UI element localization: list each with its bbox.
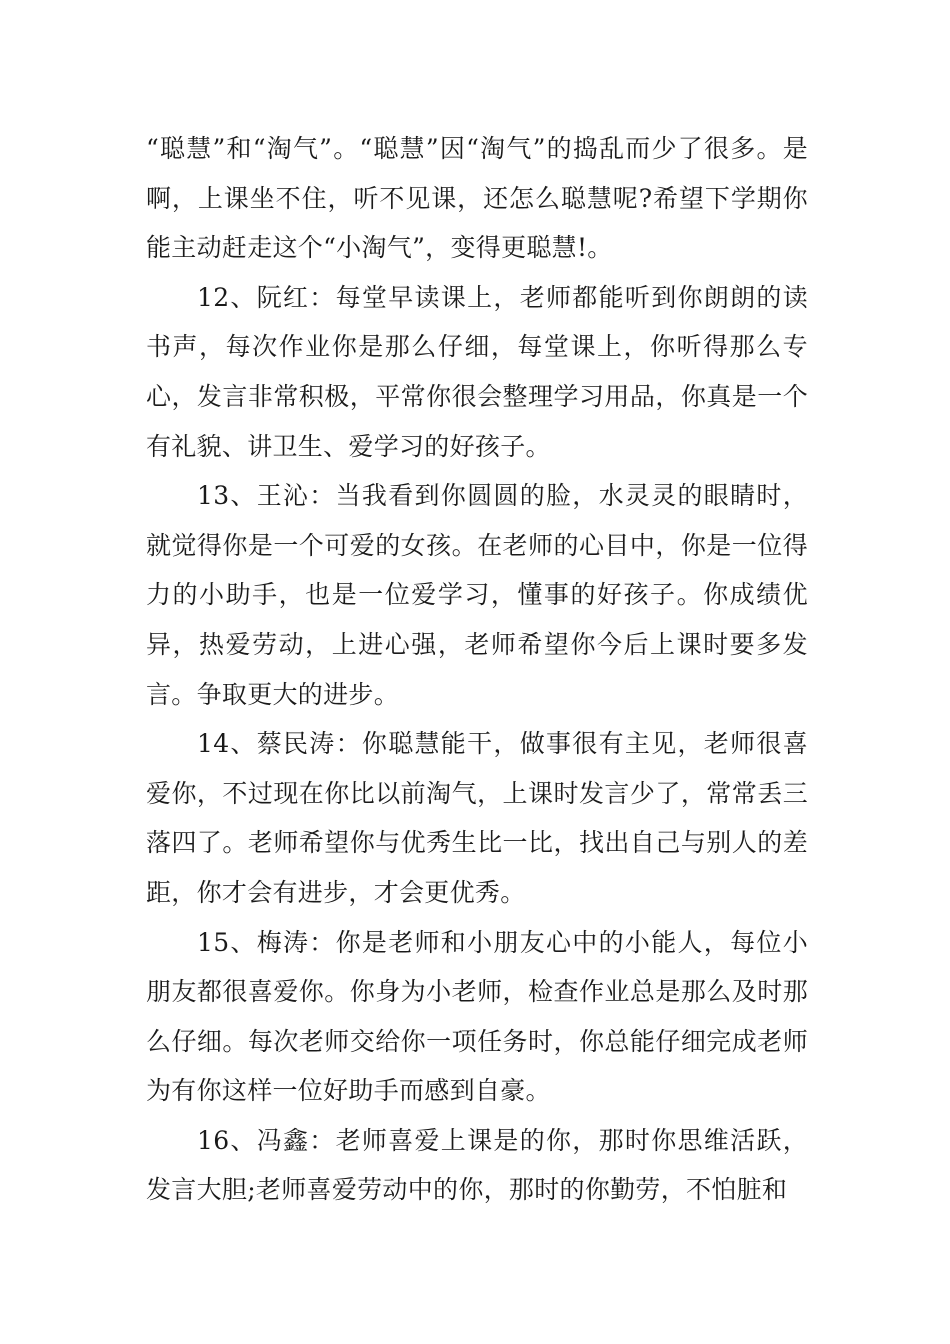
paragraph-comment-13: 13、王沁：当我看到你圆圆的脸，水灵灵的眼睛时，就觉得你是一个可爱的女孩。在老师的心目中，你是一位得力的小助手，也是一位爱学习，懂事的好孩子。你成绩优异，热爱劳动，上进心强，老师希望你今后上课时要多发言。争取更大的进步。: [146, 481, 808, 709]
paragraph-comment-12: 12、阮红：每堂早读课上，老师都能听到你朗朗的读书声，每次作业你是那么仔细，每堂课上，你听得那么专心，发言非常积极，平常你很会整理学习用品，你真是一个有礼貌、讲卫生、爱学习的好孩子。: [146, 282, 808, 461]
document-body: [146, 124, 808, 1215]
paragraph-comment-14: 14、蔡民涛：你聪慧能干，做事很有主见，老师很喜爱你，不过现在你比以前淘气，上课时发言少了，常常丢三落四了。老师希望你与优秀生比一比，找出自己与别人的差距，你才会有进步，才会更优秀。: [146, 729, 808, 907]
paragraph-comment-16: 16、冯鑫：老师喜爱上课是的你，那时你思维活跃，发言大胆;老师喜爱劳动中的你，那时的你勤劳，不怕脏和: [146, 1125, 808, 1205]
paragraph-continued: “聪慧”和“淘气”。“聪慧”因“淘气”的捣乱而少了很多。是啊，上课坐不住，听不见课，还怎么聪慧呢?希望下学期你能主动赶走这个“小淘气”，变得更聪慧!。: [146, 134, 808, 263]
paragraph-comment-15: 15、梅涛：你是老师和小朋友心中的小能人，每位小朋友都很喜爱你。你身为小老师，检查作业总是那么及时那么仔细。每次老师交给你一项任务时，你总能仔细完成老师为有你这样一位好助手而感到自豪。: [146, 927, 808, 1106]
